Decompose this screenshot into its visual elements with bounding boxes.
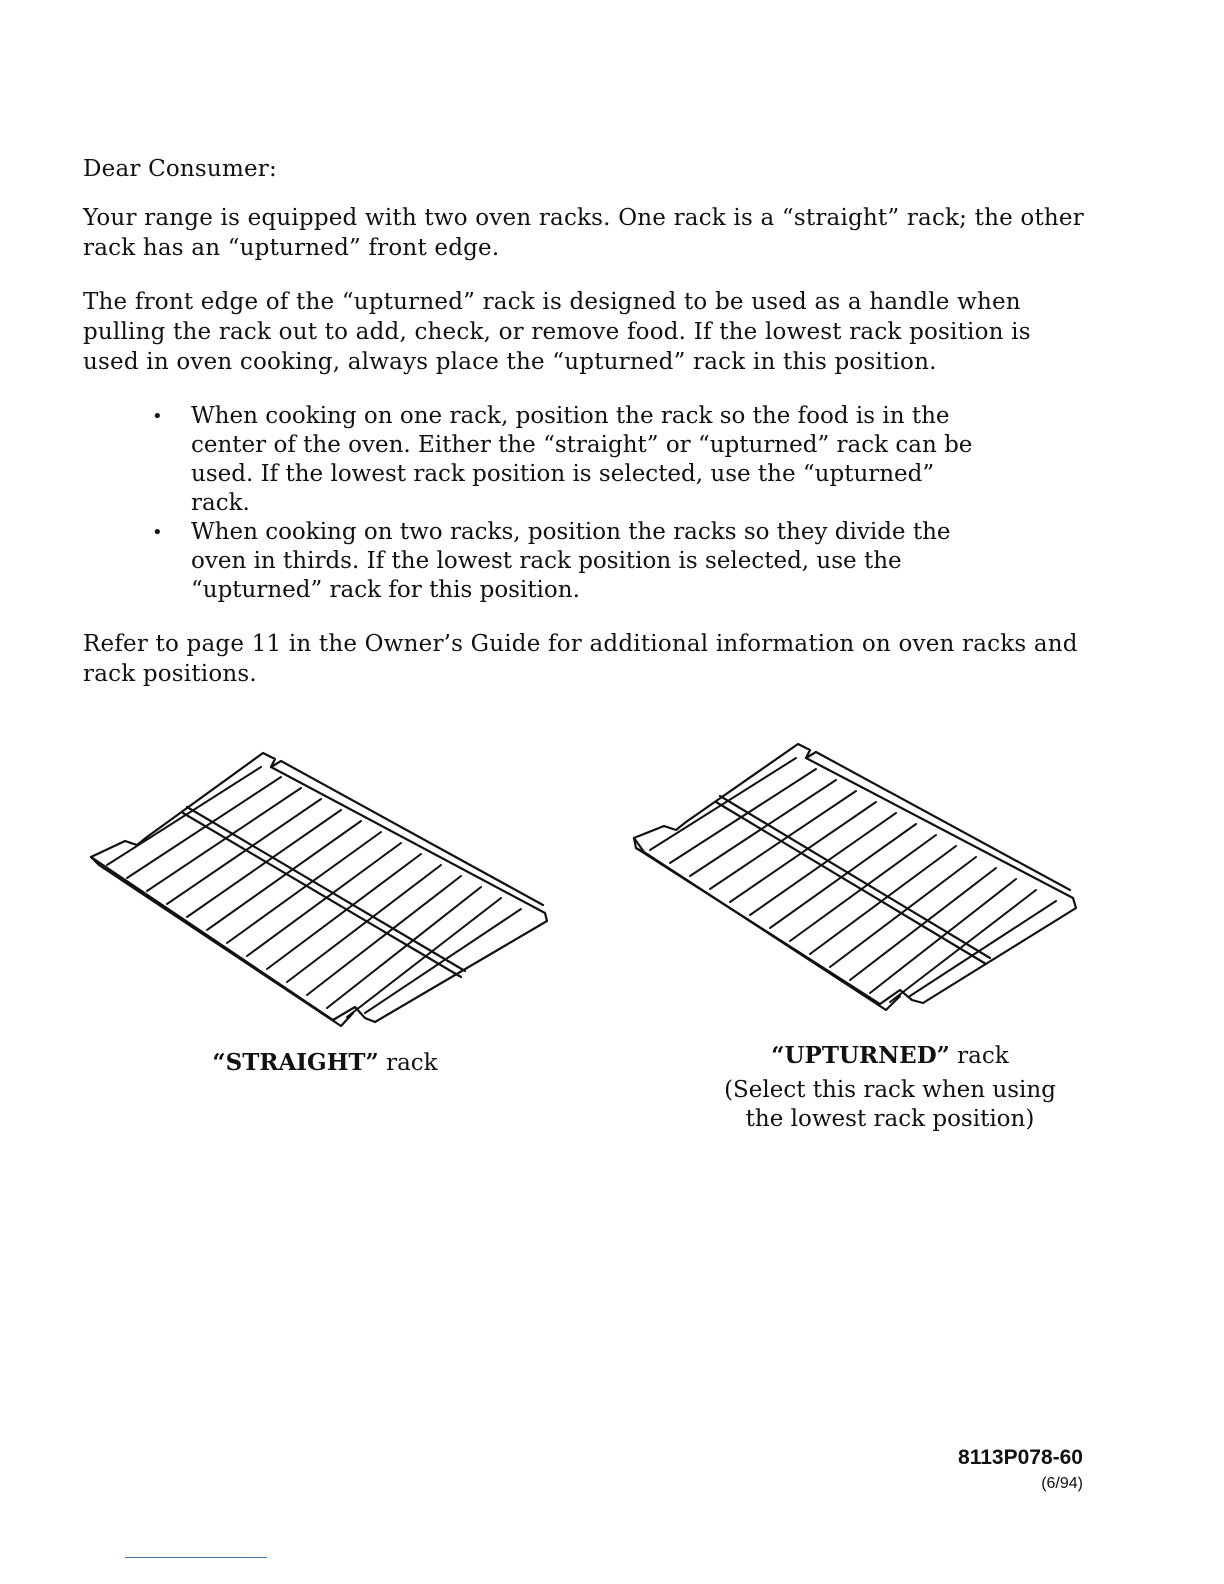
- rack-crossbar: [716, 796, 990, 964]
- paragraph-racks-intro: Your range is equipped with two oven racks. One rack is a “straight” rack; the other rack has an “upturned” front edge.: [83, 205, 1084, 261]
- part-number: 8113P078-60: [958, 1446, 1083, 1469]
- bottom-rule: [125, 1557, 267, 1558]
- bullet-text: When cooking on two racks, position the racks so they divide the oven in thirds. If the lowest rack position is selected, use the “upturned” rack for this position.: [191, 519, 951, 603]
- bullet-dot: •: [152, 406, 163, 427]
- straight-rack-suffix: rack: [378, 1050, 438, 1076]
- bullet-text: When cooking on one rack, position the rack so the food is in the center of the oven. Either the “straight” or “upturned” rack can be used. If the lowest rack position is selected, use the “upturned” rack.: [191, 403, 973, 516]
- rack-wires: [107, 767, 521, 1017]
- straight-rack-name: “STRAIGHT”: [212, 1049, 379, 1076]
- upturned-rack-suffix: rack: [949, 1043, 1009, 1069]
- rack-wires: [650, 758, 1056, 1002]
- paragraph-owners-guide-reference: Refer to page 11 in the Owner’s Guide for additional information on oven racks and rack positions.: [83, 631, 1078, 687]
- straight-rack-illustration: [85, 745, 555, 1030]
- upturned-rack-note-line-2: the lowest rack position): [745, 1106, 1035, 1132]
- upturned-rack-illustration: [628, 738, 1088, 1018]
- straight-rack-caption: [160, 1048, 490, 1078]
- paragraph-upturned-handle: The front edge of the “upturned” rack is designed to be used as a handle when pulling the rack out to add, check, or remove food. If the lowest rack position is used in oven cooking, always place the “upturned” rack in this position.: [83, 289, 1031, 375]
- upturned-rack-caption: [690, 1041, 1090, 1071]
- rack-crossbar: [183, 807, 465, 977]
- revision-date: (6/94): [1041, 1475, 1083, 1492]
- upturned-rack-name: “UPTURNED”: [771, 1042, 950, 1069]
- bullet-dot: •: [152, 522, 163, 543]
- salutation: Dear Consumer:: [83, 156, 277, 182]
- upturned-rack-note: [690, 1076, 1090, 1134]
- upturned-rack-note-line-1: (Select this rack when using: [724, 1077, 1056, 1103]
